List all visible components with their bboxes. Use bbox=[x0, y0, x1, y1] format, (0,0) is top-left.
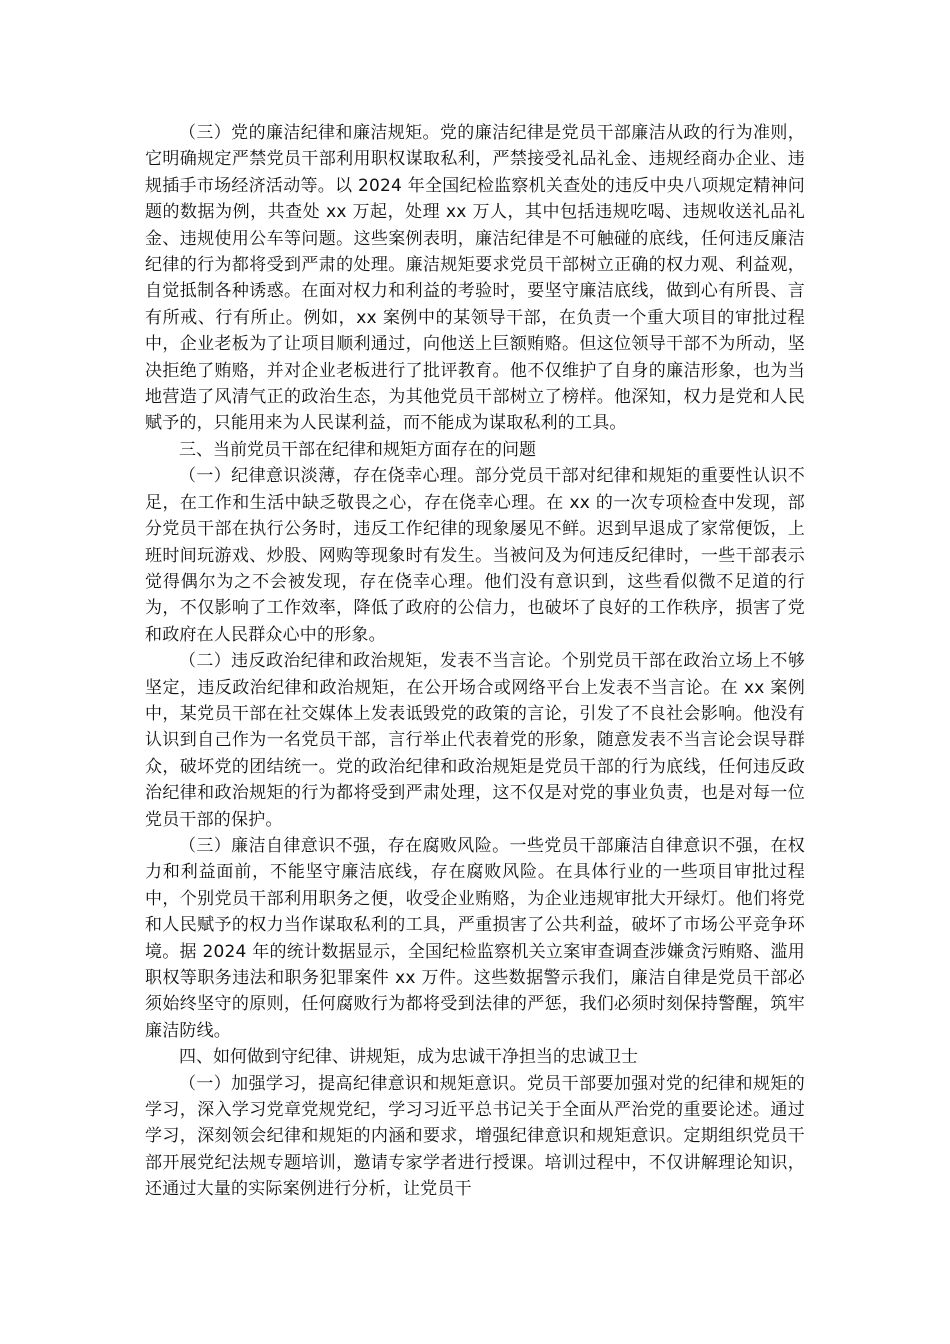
paragraph-political-discipline: （二）违反政治纪律和政治规矩，发表不当言论。个别党员干部在政治立场上不够坚定，违反政治纪律和政治规矩，在公开场合或网络平台上发表不当言论。在 xx 案例中，某党员干部在社交媒体上发表诋毁党的政策的言论，引发了不良社会影响。他没有认识到自己作为一名党员干部，言行举止代表着党的形象，随意发表不当言论会误导群众，破坏党的团结统一。党的政治纪律和政治规矩是党员干部的行为底线，任何违反政治纪律和政治规矩的行为都将受到严肃处理，这不仅是对党的事业负责，也是对每一位党员干部的保护。 bbox=[145, 651, 805, 830]
paragraph-strengthen-learning: （一）加强学习，提高纪律意识和规矩意识。党员干部要加强对党的纪律和规矩的学习，深入学习党章党规党纪，学习习近平总书记关于全面从严治党的重要论述。通过学习，深刻领会纪律和规矩的内涵和要求，增强纪律意识和规矩意识。定期组织党员干部开展党纪法规专题培训，邀请专家学者进行授课。培训过程中，不仅讲解理论知识，还通过大量的实际案例进行分析，让党员干 bbox=[145, 1073, 805, 1200]
document-page bbox=[145, 120, 805, 1203]
section-heading-4: 四、如何做到守纪律、讲规矩，成为忠诚干净担当的忠诚卫士 bbox=[179, 1047, 638, 1068]
paragraph-corruption-risk: （三）廉洁自律意识不强，存在腐败风险。一些党员干部廉洁自律意识不强，在权力和利益面前，不能坚守廉洁底线，存在腐败风险。在具体行业的一些项目审批过程中，个别党员干部利用职务之便，收受企业贿赂，为企业违规审批大开绿灯。他们将党和人民赋予的权力当作谋取私利的工具，严重损害了公共利益，破坏了市场公平竞争环境。据 2024 年的统计数据显示，全国纪检监察机关立案审查调查涉嫌贪污贿赂、滥用职权等职务违法和职务犯罪案件 xx 万件。这些数据警示我们，廉洁自律是党员干部必须始终坚守的原则，任何腐败行为都将受到法律的严惩，我们必须时刻保持警醒，筑牢廉洁防线。 bbox=[145, 835, 805, 1041]
paragraph-weak-awareness: （一）纪律意识淡薄，存在侥幸心理。部分党员干部对纪律和规矩的重要性认识不足，在工作和生活中缺乏敬畏之心，存在侥幸心理。在 xx 的一次专项检查中发现，部分党员干部在执行公务时，违反工作纪律的现象屡见不鲜。迟到早退成了家常便饭，上班时间玩游戏、炒股、网购等现象时有发生。当被问及为何违反纪律时，一些干部表示觉得偶尔为之不会被发现，存在侥幸心理。他们没有意识到，这些看似微不足道的行为，不仅影响了工作效率，降低了政府的公信力，也破坏了良好的工作秩序，损害了党和政府在人民群众心中的形象。 bbox=[145, 466, 805, 645]
paragraph-integrity-discipline: （三）党的廉洁纪律和廉洁规矩。党的廉洁纪律是党员干部廉洁从政的行为准则，它明确规定严禁党员干部利用职权谋取私利，严禁接受礼品礼金、违规经商办企业、违规插手市场经济活动等。以 2024 年全国纪检监察机关查处的违反中央八项规定精神问题的数据为例，共查处 xx 万起，处理 xx 万人，其中包括违规吃喝、违规收送礼品礼金、违规使用公车等问题。这些案例表明，廉洁纪律是不可触碰的底线，任何违反廉洁纪律的行为都将受到严肃的处理。廉洁规矩要求党员干部树立正确的权力观、利益观，自觉抵制各种诱惑。在面对权力和利益的考验时，要坚守廉洁底线，做到心有所畏、言有所戒、行有所止。例如，xx 案例中的某领导干部，在负责一个重大项目的审批过程中，企业老板为了让项目顺利通过，向他送上巨额贿赂。但这位领导干部不为所动，坚决拒绝了贿赂，并对企业老板进行了批评教育。他不仅维护了自身的廉洁形象，也为当地营造了风清气正的政治生态，为其他党员干部树立了榜样。他深知，权力是党和人民赋予的，只能用来为人民谋利益，而不能成为谋取私利的工具。 bbox=[145, 123, 805, 434]
section-heading-3: 三、当前党员干部在纪律和规矩方面存在的问题 bbox=[179, 439, 536, 460]
